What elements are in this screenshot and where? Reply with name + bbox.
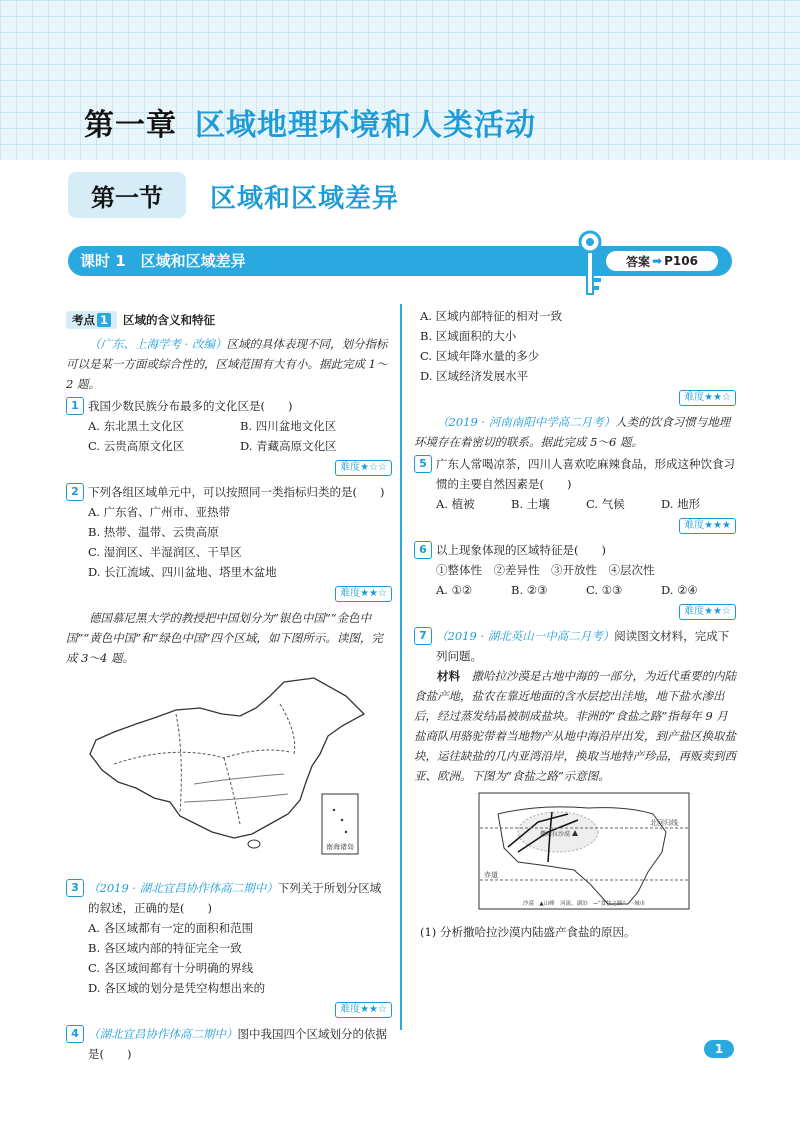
question-stem: 下列各组区域单元中，可以按照同一类指标归类的是( ) bbox=[88, 485, 385, 499]
question-1 bbox=[66, 396, 392, 416]
question-4-options bbox=[414, 306, 736, 386]
question-number: 6 bbox=[414, 541, 432, 559]
option-d[interactable]: D. 地形 bbox=[661, 497, 701, 511]
question-stem: 广东人常喝凉茶，四川人喜欢吃麻辣食品，形成这种饮食习惯的主要自然因素是( ) bbox=[436, 457, 735, 491]
column-divider bbox=[400, 304, 402, 1030]
kaodian-tag bbox=[66, 311, 117, 329]
kaodian-label: 区域的含义和特征 bbox=[123, 313, 216, 327]
question-stem: 下列关于所划分区域的叙述，正确的是( ) bbox=[88, 881, 382, 915]
lesson-title: 课时 1 区域和区域差异 bbox=[80, 252, 246, 270]
question-6-options bbox=[414, 560, 736, 600]
question-number: 4 bbox=[66, 1025, 84, 1043]
difficulty-label: 难度 bbox=[340, 588, 361, 599]
option-c[interactable]: C. 气候 bbox=[586, 497, 625, 511]
question-stem: 以上现象体现的区域特征是( ) bbox=[436, 543, 606, 557]
question-stem: 阅读图文材料，完成下列问题。 bbox=[436, 629, 730, 663]
star-icon: ★★☆ bbox=[704, 606, 731, 617]
option-c[interactable]: C. 各区域间都有十分明确的界线 bbox=[88, 961, 254, 975]
option-b[interactable]: B. ②③ bbox=[511, 583, 548, 597]
option-a[interactable]: A. 东北黑土文化区 bbox=[88, 419, 185, 433]
source-tag: （2019 · 湖北英山一中高二月考） bbox=[436, 629, 615, 643]
source-tag: （广东、上海学考 · 改编） bbox=[89, 337, 227, 351]
intro-3 bbox=[414, 412, 736, 452]
intro-1-text: 区域的具体表现不同，划分指标可以是某一方面或综合性的，区域范围有大有小。据此完成 1～2 题。 bbox=[66, 337, 388, 391]
section-number: 第一节 bbox=[68, 172, 186, 218]
right-column bbox=[414, 306, 736, 942]
star-icon: ★★★ bbox=[704, 520, 731, 531]
difficulty-label: 难度 bbox=[684, 606, 705, 617]
option-d[interactable]: D. 长江流域、四川盆地、塔里木盆地 bbox=[88, 565, 277, 579]
map-legend: 沙漠 ▲山峰 河流、湖泊 →“食盐之路” ◦城市 bbox=[522, 901, 646, 907]
answer-reference[interactable] bbox=[606, 251, 718, 271]
option-c[interactable]: C. 云贵高原文化区 bbox=[88, 439, 185, 453]
chapter-name: 区域地理环境和人类活动 bbox=[195, 108, 536, 143]
question-3-options bbox=[66, 918, 392, 998]
star-icon: ★★☆ bbox=[360, 1004, 387, 1015]
answer-label: 答案 bbox=[626, 254, 651, 269]
question-3 bbox=[66, 878, 392, 918]
question-number: 5 bbox=[414, 455, 432, 473]
question-stem: 我国少数民族分布最多的文化区是( ) bbox=[88, 399, 293, 413]
intro-1 bbox=[66, 334, 392, 394]
option-b[interactable]: B. 区域面积的大小 bbox=[420, 329, 517, 343]
star-icon: ★☆☆ bbox=[360, 462, 387, 473]
question-number: 3 bbox=[66, 879, 84, 897]
difficulty-badge bbox=[335, 460, 392, 476]
question-7 bbox=[414, 626, 736, 666]
arrow-right-icon: ➡ bbox=[652, 254, 663, 268]
sub-question-1: (1) 分析撒哈拉沙漠内陆盛产食盐的原因。 bbox=[420, 925, 636, 939]
kaodian-header bbox=[66, 310, 392, 330]
option-a[interactable]: A. 区域内部特征的相对一致 bbox=[420, 309, 563, 323]
page-number: 1 bbox=[704, 1040, 734, 1058]
answer-page: P106 bbox=[664, 254, 698, 268]
option-d[interactable]: D. 青藏高原文化区 bbox=[240, 439, 337, 453]
star-icon: ★★☆ bbox=[704, 392, 731, 403]
option-d[interactable]: D. 各区域的划分是凭空构想出来的 bbox=[88, 981, 266, 995]
difficulty-badge bbox=[335, 1002, 392, 1018]
material-text bbox=[414, 666, 736, 786]
question-6 bbox=[414, 540, 736, 560]
source-tag: （2019 · 河南南阳中学高二月考） bbox=[437, 415, 616, 429]
intro-2: 德国慕尼黑大学的教授把中国划分为“银色中国”“金色中国”“黄色中国”和“绿色中国”四个区域，如下图所示。读图，完成 3～4 题。 bbox=[66, 611, 383, 665]
difficulty-label: 难度 bbox=[340, 462, 361, 473]
question-number: 2 bbox=[66, 483, 84, 501]
difficulty-badge bbox=[679, 604, 736, 620]
chapter-number: 第一章 bbox=[84, 108, 177, 143]
map-caption: 南海诸岛 bbox=[326, 843, 354, 851]
left-column bbox=[66, 310, 392, 1064]
kaodian-number: 1 bbox=[97, 313, 111, 327]
option-a[interactable]: A. 各区域都有一定的面积和范围 bbox=[88, 921, 254, 935]
option-d[interactable]: D. ②④ bbox=[661, 583, 698, 597]
tropic-label: 北回归线 bbox=[650, 819, 678, 827]
option-c[interactable]: C. ①③ bbox=[586, 583, 623, 597]
difficulty-badge bbox=[335, 586, 392, 602]
difficulty-label: 难度 bbox=[684, 520, 705, 531]
material-label: 材料 bbox=[437, 669, 460, 683]
desert-label: 撒哈拉沙漠 bbox=[540, 831, 571, 838]
option-c[interactable]: C. 区域年降水量的多少 bbox=[420, 349, 540, 363]
chapter-title bbox=[84, 100, 536, 144]
option-b[interactable]: B. 土壤 bbox=[511, 497, 550, 511]
intro-3-text: 人类的饮食习惯与地理环境存在着密切的联系。据此完成 5～6 题。 bbox=[414, 415, 731, 449]
equator-label: 赤道 bbox=[484, 871, 498, 879]
question-5-options bbox=[414, 494, 736, 514]
question-6-items: ①整体性 ②差异性 ③开放性 ④层次性 bbox=[436, 563, 655, 577]
option-b[interactable]: B. 各区域内部的特征完全一致 bbox=[88, 941, 242, 955]
china-map bbox=[84, 674, 374, 864]
source-tag: （湖北宜昌协作体高二期中） bbox=[88, 1027, 238, 1041]
option-a[interactable]: A. 广东省、广州市、亚热带 bbox=[88, 505, 231, 519]
question-1-options bbox=[66, 416, 392, 456]
section-title: 区域和区域差异 bbox=[210, 184, 400, 214]
difficulty-label: 难度 bbox=[684, 392, 705, 403]
option-a[interactable]: A. 植被 bbox=[436, 497, 475, 511]
option-a[interactable]: A. ①② bbox=[436, 583, 473, 597]
question-5 bbox=[414, 454, 736, 494]
option-b[interactable]: B. 热带、温带、云贵高原 bbox=[88, 525, 219, 539]
option-d[interactable]: D. 区域经济发展水平 bbox=[420, 369, 529, 383]
question-number: 1 bbox=[66, 397, 84, 415]
kaodian-tag-text: 考点 bbox=[72, 313, 95, 327]
question-4 bbox=[66, 1024, 392, 1064]
salt-road-map bbox=[478, 792, 690, 910]
star-icon: ★★☆ bbox=[360, 588, 387, 599]
question-2-options bbox=[66, 502, 392, 582]
question-number: 7 bbox=[414, 627, 432, 645]
question-2 bbox=[66, 482, 392, 502]
material-body: 撒哈拉沙漠是古地中海的一部分，为近代重要的内陆食盐产地，盐农在靠近地面的含水层挖出洼地，地下盐水渗出后，经过蒸发结晶被制成盐块。非洲的“食盐之路”指每年 9 月盐商队用骆驼带着当地物产从地中海沿岸出发，到产盐区换取盐块，运往缺盐的几内亚湾沿岸，换取当地特产珍品，再贩卖到西亚、欧洲。下图为“食盐之路”示意图。 bbox=[414, 669, 736, 783]
question-stem: 图中我国四个区域划分的依据是( ) bbox=[88, 1027, 387, 1061]
source-tag: （2019 · 湖北宜昌协作体高二期中） bbox=[88, 881, 278, 895]
difficulty-badge bbox=[679, 390, 736, 406]
option-b[interactable]: B. 四川盆地文化区 bbox=[240, 419, 337, 433]
option-c[interactable]: C. 湿润区、半湿润区、干旱区 bbox=[88, 545, 242, 559]
difficulty-badge bbox=[679, 518, 736, 534]
difficulty-label: 难度 bbox=[340, 1004, 361, 1015]
